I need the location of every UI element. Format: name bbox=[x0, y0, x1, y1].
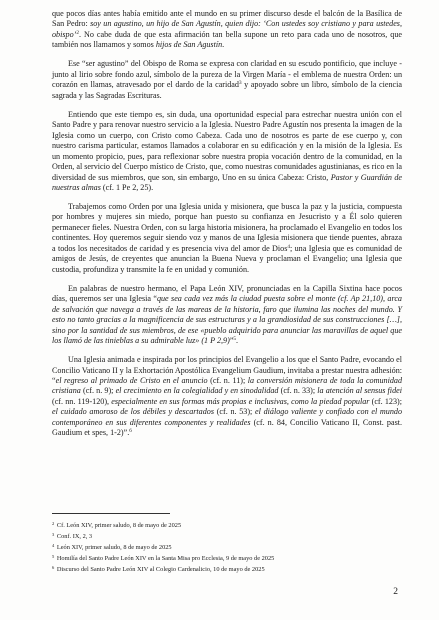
text-run: En palabras de nuestro hermano, el Papa León XIV, pronunciadas en la Capilla Sixtina hace pocos días, queremos ser una Iglesia “ bbox=[52, 283, 402, 304]
paragraph-3 bbox=[52, 110, 402, 194]
footnote-text: Homilía del Santo Padre León XIV en la Santa Misa pro Ecclesia, 9 de mayo de 2025 bbox=[56, 555, 275, 563]
paragraph-1 bbox=[52, 9, 402, 51]
text-run: ” bbox=[229, 336, 234, 346]
footnote-number: 4 bbox=[52, 542, 55, 548]
italic-text: el regreso al primado de Cristo en el anuncio bbox=[55, 376, 208, 386]
footnote-number: 2 bbox=[52, 520, 55, 526]
footnotes bbox=[52, 520, 392, 575]
text-run: (cf. 123); bbox=[369, 396, 402, 406]
italic-text: el crecimiento en la colegialidad y en sinodalidad bbox=[115, 386, 279, 396]
italic-text: la atención al sensus fidei bbox=[317, 386, 402, 396]
text-run: Entiendo que este tiempo es, sin duda, una oportunidad especial para estrechar nuestra unión con el Santo Padre y para renovar nuestro servicio a la Iglesia. Nuestro Padre Agustín nos presenta la imagen de la Iglesia como un cuerpo, con Cristo como Cabeza. Cada uno de nosotros es parte de ese cuerpo y, con nuestro carisma particular, estamos llamados a colaborar en su edificación y en la misión de la Iglesia. Es un momento propicio, pues, para reflexionar sobre nuestra propia vocación dentro de la comunidad, en la Orden, al servicio del Cuerpo místico de Cristo, que, como nuestras comunidades agustinianas, es rico en la diversidad de sus miembros, que son, sin embargo, Uno en su única Cabeza: Cristo, bbox=[52, 109, 402, 182]
page-number: 2 bbox=[393, 587, 398, 597]
text-run: . No cabe duda de que esta afirmación tan bella supone un reto para cada uno de nosotros, que también nos llamamos y somos bbox=[52, 29, 402, 50]
footnote-text: Discurso del Santo Padre León XIV al Colegio Cardenalicio, 10 de mayo de 2025 bbox=[56, 566, 265, 574]
text-run: ; una Iglesia que es comunidad de amigos de Jesús, de creyentes que anuncian la Buena Nueva y proclaman el Evangelio; una Iglesia que custodia, profundiza y transmite la fe en unidad y comunión. bbox=[52, 243, 402, 274]
text-run: que pocos días antes había emitido ante el mundo en su primer discurso desde el balcón de la Basílica de San Pedro: bbox=[52, 9, 402, 29]
italic-text: hijos de San Agustín bbox=[155, 40, 223, 50]
text-run: (cf. n. 53); bbox=[213, 407, 256, 417]
footnote-text: Conf. IX, 2, 3 bbox=[56, 533, 93, 541]
text-run: Una Iglesia animada e inspirada por los principios del Evangelio a los que el Santo Padre, evocando el Concilio Vaticano II y la Exhortación Apostólica Evangelium Gaudium, invitaba a prestar nuestra adhesión: “ bbox=[52, 355, 402, 386]
footnote-number: 5 bbox=[52, 553, 55, 559]
footnote-number: 3 bbox=[52, 531, 55, 537]
footnote-5 bbox=[52, 553, 392, 564]
paragraph-6 bbox=[52, 355, 402, 439]
text-run: (cf. n. 33); bbox=[278, 386, 318, 396]
text-run: (cf. n. 9); bbox=[80, 386, 116, 396]
footnote-text: Cf. León XIV, primer saludo, 8 de mayo de 2025 bbox=[56, 522, 182, 529]
footnote-separator bbox=[52, 513, 170, 514]
italic-text: la conversión misionera de toda la comunidad cristiana bbox=[52, 376, 402, 396]
footnote-ref: 6 bbox=[129, 428, 132, 435]
footnote-4 bbox=[52, 542, 392, 553]
footnote-3 bbox=[52, 531, 392, 542]
text-run: (cf. n. 11); bbox=[207, 376, 248, 386]
text-run: Ese “ser agustino” del Obispo de Roma se expresa con claridad en su escudo pontificio, que incluye - junto al lirio sobre fondo azul, símbolo de la pureza de la Virgen María - el emblema de nuestra Orden: un corazón en llamas, atravesado por el dardo de la caridad bbox=[52, 59, 402, 90]
text-run: (cf. 1 Pe 2, 25). bbox=[100, 182, 154, 192]
paragraph-5 bbox=[52, 284, 402, 347]
italic-text: Pastor y Guardián de nuestras almas bbox=[52, 172, 402, 192]
italic-text: el diálogo valiente y confiado con el mundo contemporáneo en sus diferentes componentes y realidades bbox=[52, 407, 402, 427]
text-run: . bbox=[236, 336, 239, 346]
italic-text: que sea cada vez más la ciudad puesta sobre el monte (cf. Ap 21,10), arca de salvación que navega a través de las mareas de la historia, faro que ilumina las noches del mundo. Y esto no tanto gracias a la magnificencia de sus estructuras y a la grandiosidad de sus construcciones […], sino por la santidad de sus miembros, de ese «pueblo adquirido para anunciar las maravillas de aquel que los llamó de las tinieblas a su admirable luz» (1 P 2,9) bbox=[52, 294, 402, 346]
footnote-number: 6 bbox=[52, 564, 55, 570]
italic-text: especialmente en sus formas más propias e inclusivas, como la piedad popular bbox=[111, 396, 370, 406]
text-run: y apoyado sobre un libro, símbolo de la ciencia sagrada y las Sagradas Escrituras. bbox=[52, 80, 402, 100]
footnote-2 bbox=[52, 520, 392, 531]
text-run: (cf. n. 84, Concilio Vaticano II, Const. past. Gaudium et spes, 1-2)”. bbox=[52, 417, 403, 438]
footnote-ref: 5 bbox=[233, 336, 237, 343]
italic-text: el cuidado amoroso de los débiles y descartados bbox=[52, 407, 214, 417]
paragraph-2 bbox=[52, 59, 402, 101]
text-run: . bbox=[222, 40, 225, 50]
footnote-ref: 2 bbox=[76, 29, 79, 36]
text-run: Trabajemos como Orden por una Iglesia unida y misionera, que busca la paz y la justicia, compuesta por hombres y mujeres sin miedo, porque han puesto su confianza en Jesucristo y a Él solo quieren permanecer fieles. Nuestra Orden, con su larga historia misionera, ha proclamado el Evangelio en todos los continentes. Hoy queremos seguir siendo voz y manos de una Iglesia misionera que tiende puentes, abraza a todos los necesitados de caridad y es presencia viva del amor de Dios bbox=[52, 202, 402, 253]
footnote-6 bbox=[52, 564, 392, 575]
text-run: (cf. nn. 119-120), bbox=[52, 396, 112, 406]
body-text bbox=[52, 9, 402, 447]
footnote-ref: 3 bbox=[238, 80, 242, 87]
italic-text: soy un agustino, un hijo de San Agustín, quien dijo: ‘Con ustedes soy cristiano y para ustedes, obispo’ bbox=[52, 19, 402, 39]
footnote-text: León XIV, primer saludo, 8 de mayo de 2025 bbox=[56, 544, 172, 552]
paragraph-4 bbox=[52, 202, 402, 275]
footnote-ref: 4 bbox=[287, 243, 290, 250]
